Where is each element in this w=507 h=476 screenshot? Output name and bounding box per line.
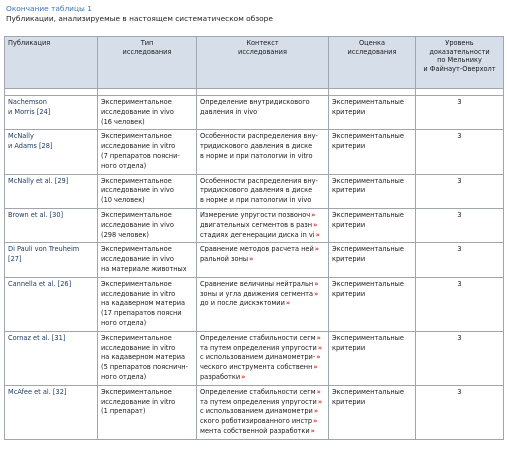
- spacer-cell: [98, 89, 197, 96]
- study-evaluation-cell: [329, 243, 416, 277]
- overflow-marker-icon: »: [311, 210, 316, 219]
- cell-line: [101, 407, 193, 417]
- cell-text: зоны и угла движения сегмента: [200, 289, 314, 298]
- cell-line: [101, 211, 193, 221]
- table-row: [5, 277, 504, 331]
- cell-text: до и после дискэктомии: [200, 299, 285, 308]
- cell-text: на кадаверном материа: [101, 299, 186, 308]
- cell-line: [200, 108, 325, 118]
- overflow-marker-icon: »: [314, 289, 319, 298]
- evidence-level-value: 3: [457, 210, 462, 219]
- table-row: [5, 130, 504, 174]
- cell-text: Brown et al. [30]: [8, 210, 64, 219]
- study-type-cell: [98, 130, 197, 174]
- cell-line: [101, 319, 193, 329]
- study-type-cell: [98, 277, 197, 331]
- table-row: [5, 331, 504, 385]
- cell-text: критерии: [332, 343, 366, 352]
- publication-cell: [5, 208, 98, 242]
- cell-line: [8, 245, 94, 255]
- cell-text: исследование in vitro: [101, 289, 176, 298]
- cell-line: [200, 363, 325, 373]
- cell-text: Di Pauli von Treuheim: [8, 245, 80, 254]
- cell-text: исследование in vitro: [101, 142, 176, 151]
- cell-line: [101, 344, 193, 354]
- cell-text: Экспериментальные: [332, 387, 404, 396]
- cell-text: Экспериментальные: [332, 176, 404, 185]
- study-context-cell: [197, 385, 329, 439]
- header-line: Тип: [140, 39, 154, 47]
- cell-line: [101, 118, 193, 128]
- cell-text: Измерение упругости позвоноч: [200, 210, 311, 219]
- cell-text: [27]: [8, 255, 22, 264]
- cell-line: [101, 108, 193, 118]
- cell-text: ного отдела): [101, 372, 147, 381]
- cell-text: Cornaz et al. [31]: [8, 333, 66, 342]
- cell-text: Экспериментальное: [101, 98, 172, 106]
- cell-line: [200, 231, 325, 241]
- publication-cell: [5, 130, 98, 174]
- overflow-marker-icon: »: [313, 407, 319, 416]
- cell-line: [8, 255, 94, 265]
- cell-text: и Adams [28]: [8, 142, 53, 151]
- cell-text: с использованием динамометри: [200, 407, 313, 416]
- study-type-cell: [98, 385, 197, 439]
- publication-cell: [5, 331, 98, 385]
- study-evaluation-cell: [329, 174, 416, 208]
- cell-line: [332, 398, 412, 408]
- cell-text: (298 человек): [101, 230, 149, 239]
- cell-text: Экспериментальное: [101, 387, 172, 396]
- cell-text: Экспериментальное: [101, 210, 172, 219]
- cell-line: [200, 427, 325, 437]
- cell-line: [8, 334, 94, 344]
- cell-line: [332, 255, 412, 265]
- cell-line: [8, 142, 94, 152]
- cell-text: Сравнение методов расчета ней: [200, 245, 314, 254]
- cell-text: Экспериментальные: [332, 279, 404, 288]
- study-context-cell: [197, 130, 329, 174]
- cell-text: исследование in vivo: [101, 186, 174, 195]
- cell-text: Сравнение величины нейтральн: [200, 279, 314, 288]
- study-context-cell: [197, 277, 329, 331]
- cell-line: [101, 177, 193, 187]
- cell-text: ральной зоны: [200, 255, 249, 264]
- cell-line: [101, 373, 193, 383]
- cell-text: тридискового давления в диске: [200, 142, 313, 151]
- cell-line: [101, 353, 193, 363]
- cell-text: Определение стабильности сегм: [200, 387, 316, 396]
- cell-line: [101, 152, 193, 162]
- evidence-level-cell: [416, 208, 504, 242]
- spacer-cell: [197, 89, 329, 96]
- cell-line: [332, 177, 412, 187]
- cell-line: [200, 221, 325, 231]
- table-body: [5, 89, 504, 440]
- study-type-cell: [98, 208, 197, 242]
- publications-table: [4, 36, 504, 440]
- cell-line: [8, 108, 94, 118]
- publication-cell: [5, 96, 98, 130]
- cell-line: [101, 196, 193, 206]
- cell-text: ного отдела): [101, 161, 147, 170]
- cell-text: ческого инструмента собственн: [200, 363, 313, 372]
- cell-line: [8, 280, 94, 290]
- cell-text: давления in vivo: [200, 107, 258, 116]
- overflow-marker-icon: »: [249, 255, 254, 264]
- evidence-level-value: 3: [457, 98, 462, 106]
- cell-text: в норме и при патологии in vitro: [200, 151, 313, 160]
- cell-text: критерии: [332, 397, 366, 406]
- cell-text: Определение внутридискового: [200, 98, 310, 106]
- study-type-cell: [98, 174, 197, 208]
- evidence-level-cell: [416, 174, 504, 208]
- cell-line: [332, 186, 412, 196]
- header-line: Уровень: [445, 39, 474, 47]
- cell-line: [8, 177, 94, 187]
- cell-line: [101, 186, 193, 196]
- cell-text: Экспериментальное: [101, 279, 172, 288]
- study-type-cell: [98, 96, 197, 130]
- cell-line: [8, 98, 94, 108]
- spacer-cell: [416, 89, 504, 96]
- evidence-level-value: 3: [457, 387, 462, 396]
- evidence-level-cell: [416, 96, 504, 130]
- cell-line: [101, 280, 193, 290]
- overflow-marker-icon: »: [316, 353, 321, 362]
- cell-line: [101, 265, 193, 275]
- cell-line: [332, 388, 412, 398]
- cell-text: Экспериментальные: [332, 245, 404, 254]
- cell-line: [200, 177, 325, 187]
- cell-text: (10 человек): [101, 196, 145, 205]
- study-context-cell: [197, 174, 329, 208]
- cell-line: [332, 211, 412, 221]
- cell-text: тридискового давления в диске: [200, 186, 313, 195]
- cell-text: ского роботизированного инстр: [200, 417, 313, 426]
- evidence-level-value: 3: [457, 279, 462, 288]
- overflow-marker-icon: »: [313, 417, 318, 426]
- cell-line: [200, 398, 325, 408]
- cell-text: Экспериментальные: [332, 98, 404, 106]
- study-context-cell: [197, 331, 329, 385]
- study-evaluation-cell: [329, 96, 416, 130]
- cell-line: [332, 98, 412, 108]
- cell-text: (1 препарат): [101, 407, 146, 416]
- evidence-level-value: 3: [457, 333, 462, 342]
- evidence-level-cell: [416, 331, 504, 385]
- cell-line: [101, 309, 193, 319]
- cell-line: [101, 231, 193, 241]
- study-evaluation-cell: [329, 385, 416, 439]
- evidence-level-value: 3: [457, 132, 462, 141]
- cell-text: Экспериментальные: [332, 210, 404, 219]
- cell-text: ного отдела): [101, 318, 147, 327]
- study-type-cell: [98, 243, 197, 277]
- cell-line: [101, 388, 193, 398]
- cell-line: [332, 344, 412, 354]
- cell-text: (5 препаратов поясничн-: [101, 363, 188, 372]
- cell-line: [200, 132, 325, 142]
- table-header-row: [5, 37, 504, 89]
- cell-line: [332, 221, 412, 231]
- cell-line: [332, 108, 412, 118]
- study-context-cell: [197, 208, 329, 242]
- cell-text: Cannella et al. [26]: [8, 279, 72, 288]
- cell-line: [200, 196, 325, 206]
- cell-text: на материале животных: [101, 264, 187, 273]
- cell-text: исследование in vivo: [101, 255, 174, 264]
- header-line: исследования: [238, 47, 287, 56]
- header-line: доказательности: [429, 47, 490, 56]
- cell-line: [8, 211, 94, 221]
- cell-text: Экспериментальное: [101, 132, 172, 141]
- cell-line: [200, 417, 325, 427]
- cell-text: (7 препаратов поясни-: [101, 151, 180, 160]
- spacer-cell: [5, 89, 98, 96]
- header-line: исследования: [122, 47, 172, 56]
- cell-text: (16 человек): [101, 117, 145, 126]
- publication-cell: [5, 385, 98, 439]
- cell-line: [332, 245, 412, 255]
- cell-line: [200, 186, 325, 196]
- cell-text: Экспериментальное: [101, 245, 172, 254]
- cell-line: [200, 388, 325, 398]
- evidence-level-cell: [416, 277, 504, 331]
- table-row: [5, 96, 504, 130]
- table-row: [5, 208, 504, 242]
- evidence-level-value: 3: [457, 245, 462, 254]
- study-context-cell: [197, 243, 329, 277]
- evidence-level-cell: [416, 243, 504, 277]
- publication-cell: [5, 174, 98, 208]
- table-row: [5, 243, 504, 277]
- study-type-cell: [98, 331, 197, 385]
- header-line: Оценка: [358, 39, 386, 47]
- cell-text: та путем определения упругости: [200, 343, 317, 352]
- study-evaluation-cell: [329, 208, 416, 242]
- cell-line: [101, 398, 193, 408]
- overflow-marker-icon: »: [316, 387, 321, 396]
- cell-line: [200, 373, 325, 383]
- cell-text: Экспериментальные: [332, 132, 404, 141]
- cell-text: Особенности распределения вну-: [200, 132, 318, 141]
- cell-text: критерии: [332, 186, 366, 195]
- cell-text: и Morris [24]: [8, 107, 51, 116]
- cell-line: [101, 162, 193, 172]
- cell-line: [200, 334, 325, 344]
- cell-line: [101, 245, 193, 255]
- cell-line: [332, 334, 412, 344]
- cell-line: [200, 299, 325, 309]
- table-caption: [6, 4, 501, 24]
- cell-text: Особенности распределения вну-: [200, 176, 318, 185]
- study-evaluation-cell: [329, 277, 416, 331]
- cell-text: стадиях дегенерации диска in vi: [200, 230, 315, 239]
- cell-text: Экспериментальные: [332, 333, 404, 342]
- cell-line: [101, 255, 193, 265]
- study-evaluation-cell: [329, 331, 416, 385]
- cell-text: McNally et al. [29]: [8, 176, 69, 185]
- cell-text: критерии: [332, 107, 366, 116]
- cell-text: критерии: [332, 289, 366, 298]
- cell-line: [200, 353, 325, 363]
- cell-line: [200, 255, 325, 265]
- header-line: Контекст: [246, 39, 279, 47]
- cell-line: [101, 363, 193, 373]
- cell-text: на кадаверном материа: [101, 353, 186, 362]
- cell-line: [200, 152, 325, 162]
- cell-line: [200, 142, 325, 152]
- cell-line: [332, 290, 412, 300]
- table-row: [5, 385, 504, 439]
- overflow-marker-icon: »: [310, 426, 315, 435]
- overflow-marker-icon: »: [241, 372, 246, 381]
- overflow-marker-icon: »: [317, 397, 323, 406]
- publication-cell: [5, 277, 98, 331]
- cell-line: [200, 245, 325, 255]
- header-study-evaluation: [329, 37, 416, 89]
- header-study-context: [197, 37, 329, 89]
- cell-line: [200, 211, 325, 221]
- evidence-level-cell: [416, 130, 504, 174]
- cell-text: в норме и при патологии in vivo: [200, 196, 312, 205]
- overflow-marker-icon: »: [316, 333, 321, 342]
- cell-text: разработки: [200, 372, 241, 381]
- table-row: [5, 174, 504, 208]
- header-line: Публикация: [8, 39, 51, 47]
- cell-line: [101, 142, 193, 152]
- header-study-type: [98, 37, 197, 89]
- cell-line: [200, 98, 325, 108]
- cell-text: с использованием динамометри-: [200, 353, 316, 362]
- header-publication: [5, 37, 98, 89]
- cell-text: та путем определения упругости: [200, 397, 317, 406]
- overflow-marker-icon: »: [285, 299, 291, 308]
- overflow-marker-icon: »: [313, 220, 318, 229]
- cell-line: [8, 132, 94, 142]
- spacer-row: [5, 89, 504, 96]
- cell-line: [101, 299, 193, 309]
- cell-text: Экспериментальное: [101, 176, 172, 185]
- study-evaluation-cell: [329, 130, 416, 174]
- study-context-cell: [197, 96, 329, 130]
- cell-text: McNally: [8, 132, 34, 141]
- cell-text: исследование in vivo: [101, 220, 174, 229]
- cell-line: [101, 334, 193, 344]
- cell-line: [332, 280, 412, 290]
- cell-line: [101, 290, 193, 300]
- overflow-marker-icon: »: [313, 363, 318, 372]
- cell-text: исследование in vitro: [101, 397, 176, 406]
- header-line: по Мельнику: [437, 56, 482, 65]
- cell-text: Определение стабильности сегм: [200, 333, 316, 342]
- cell-text: исследование in vivo: [101, 107, 174, 116]
- cell-line: [332, 142, 412, 152]
- caption-continuation: Окончание таблицы 1: [6, 4, 92, 13]
- evidence-level-cell: [416, 385, 504, 439]
- header-line: и Файнаут-Оверхолт: [423, 64, 496, 73]
- overflow-marker-icon: »: [317, 343, 323, 352]
- cell-text: критерии: [332, 142, 366, 151]
- cell-text: Nachemson: [8, 98, 47, 106]
- cell-text: McAfee et al. [32]: [8, 387, 67, 396]
- cell-text: критерии: [332, 220, 366, 229]
- cell-line: [200, 290, 325, 300]
- cell-line: [101, 132, 193, 142]
- publication-cell: [5, 243, 98, 277]
- cell-line: [8, 388, 94, 398]
- caption-title: Публикации, анализируемые в настоящем систематическом обзоре: [6, 14, 273, 23]
- evidence-level-value: 3: [457, 176, 462, 185]
- cell-text: мента собственной разработки: [200, 426, 310, 435]
- cell-line: [332, 132, 412, 142]
- cell-text: двигательных сегментов в разн: [200, 220, 313, 229]
- cell-text: исследование in vitro: [101, 343, 176, 352]
- cell-line: [200, 344, 325, 354]
- cell-text: критерии: [332, 255, 366, 264]
- cell-line: [101, 221, 193, 231]
- cell-text: Экспериментальное: [101, 333, 172, 342]
- cell-line: [101, 98, 193, 108]
- cell-line: [200, 280, 325, 290]
- spacer-cell: [329, 89, 416, 96]
- cell-text: (17 препаратов поясни: [101, 309, 182, 318]
- cell-line: [200, 407, 325, 417]
- overflow-marker-icon: »: [314, 279, 319, 288]
- overflow-marker-icon: »: [314, 245, 320, 254]
- header-line: исследования: [347, 47, 397, 56]
- header-evidence-level: [416, 37, 504, 89]
- overflow-marker-icon: »: [315, 230, 320, 239]
